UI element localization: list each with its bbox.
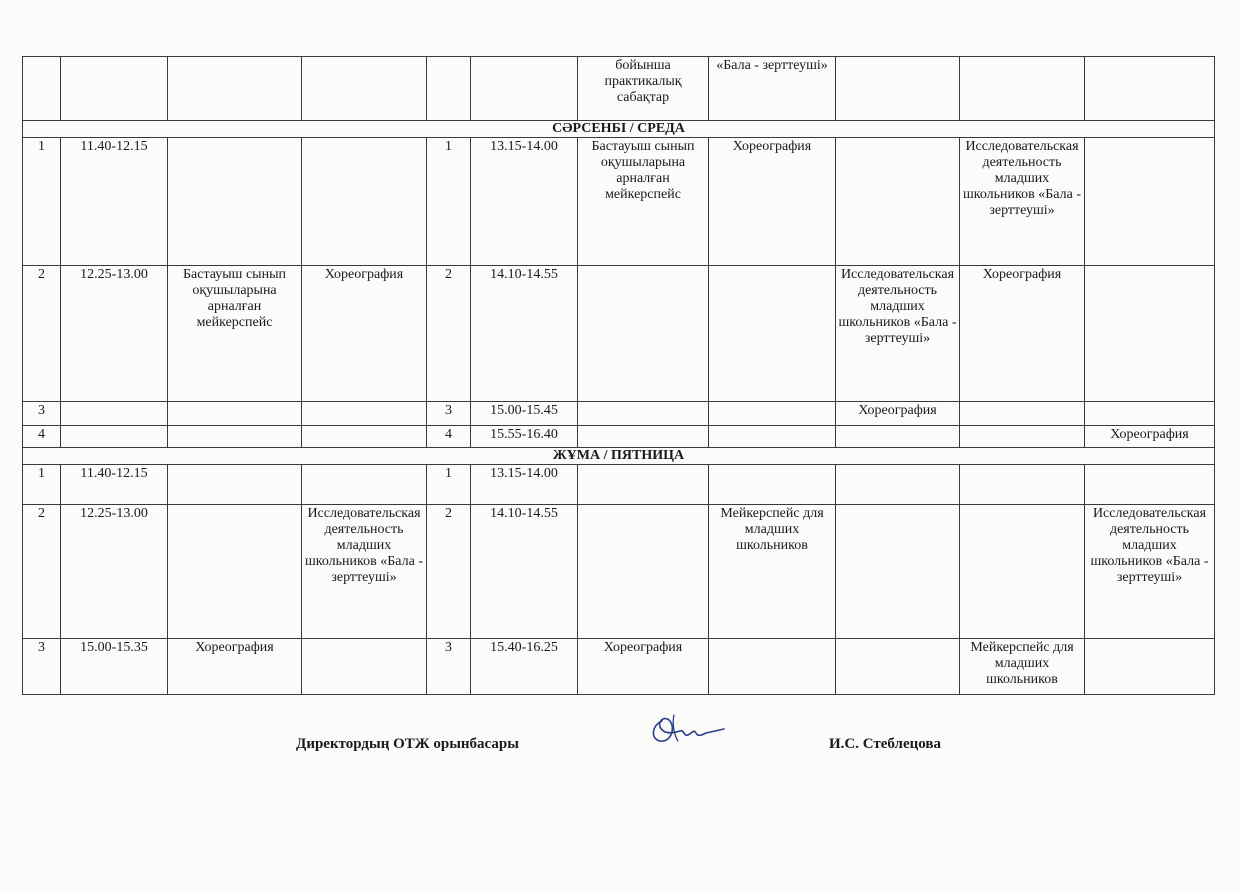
table-cell (960, 57, 1085, 121)
table-cell: 1 (23, 138, 61, 266)
signatory-name: И.С. Стеблецова (829, 736, 941, 752)
table-cell: Хореография (168, 639, 302, 695)
table-row (23, 639, 1215, 695)
table-row (23, 505, 1215, 639)
table-cell: 11.40-12.15 (61, 465, 168, 505)
table-cell: 13.15-14.00 (471, 138, 578, 266)
table-cell (578, 426, 709, 448)
section-header-row (23, 121, 1215, 138)
table-cell (168, 465, 302, 505)
table-cell (302, 138, 427, 266)
table-cell (960, 465, 1085, 505)
table-row (23, 138, 1215, 266)
table-cell (578, 266, 709, 402)
table-cell (578, 505, 709, 639)
table-cell: 15.00-15.45 (471, 402, 578, 426)
table-cell: 12.25-13.00 (61, 505, 168, 639)
table-cell: Хореография (302, 266, 427, 402)
table-cell (709, 426, 836, 448)
table-cell (709, 402, 836, 426)
table-cell: Хореография (578, 639, 709, 695)
table-row (23, 266, 1215, 402)
signatory-position: Директордың ОТЖ орынбасары (296, 736, 519, 752)
table-cell: Исследовательская деятельность младших школьников «Бала - зерттеуші» (960, 138, 1085, 266)
table-cell (709, 639, 836, 695)
section-header-row (23, 448, 1215, 465)
table-cell (836, 138, 960, 266)
table-cell (960, 426, 1085, 448)
table-cell (960, 505, 1085, 639)
table-cell: 13.15-14.00 (471, 465, 578, 505)
table-cell (302, 465, 427, 505)
table-cell: «Бала - зерттеуші» (709, 57, 836, 121)
table-cell: 15.55-16.40 (471, 426, 578, 448)
table-cell (168, 57, 302, 121)
table-cell (1085, 465, 1215, 505)
table-cell (1085, 402, 1215, 426)
table-row (23, 465, 1215, 505)
table-cell: 1 (23, 465, 61, 505)
table-cell (427, 57, 471, 121)
schedule-sheet (22, 56, 1214, 695)
table-cell (168, 426, 302, 448)
table-cell: 2 (23, 266, 61, 402)
table-cell: 2 (427, 266, 471, 402)
table-cell (709, 465, 836, 505)
table-cell: Хореография (1085, 426, 1215, 448)
table-cell: 4 (427, 426, 471, 448)
table-cell: 1 (427, 138, 471, 266)
table-cell: Исследовательская деятельность младших школьников «Бала - зерттеуші» (302, 505, 427, 639)
table-cell: 11.40-12.15 (61, 138, 168, 266)
table-cell: бойынша практикалық сабақтар (578, 57, 709, 121)
table-cell: 1 (427, 465, 471, 505)
table-cell: 12.25-13.00 (61, 266, 168, 402)
table-cell: 15.00-15.35 (61, 639, 168, 695)
table-cell (23, 57, 61, 121)
table-cell (960, 402, 1085, 426)
table-row (23, 426, 1215, 448)
section-title: СӘРСЕНБІ / СРЕДА (23, 121, 1215, 138)
table-cell: 3 (23, 639, 61, 695)
table-cell (578, 402, 709, 426)
table-cell: 3 (427, 402, 471, 426)
table-cell (471, 57, 578, 121)
table-cell (836, 57, 960, 121)
table-cell: Мейкерспейс для младших школьников (709, 505, 836, 639)
table-cell: Исследовательская деятельность младших школьников «Бала - зерттеуші» (836, 266, 960, 402)
schedule-table (22, 56, 1215, 695)
table-cell (302, 402, 427, 426)
table-cell (302, 426, 427, 448)
table-cell (836, 505, 960, 639)
table-cell (578, 465, 709, 505)
table-cell: Исследовательская деятельность младших школьников «Бала - зерттеуші» (1085, 505, 1215, 639)
table-cell (61, 57, 168, 121)
table-row (23, 57, 1215, 121)
table-cell (1085, 57, 1215, 121)
table-cell: 4 (23, 426, 61, 448)
table-cell: Хореография (709, 138, 836, 266)
table-cell (61, 426, 168, 448)
table-cell: Хореография (836, 402, 960, 426)
table-cell: Бастауыш сынып оқушыларына арналған мейкерспейс (578, 138, 709, 266)
table-cell: 3 (427, 639, 471, 695)
table-cell (1085, 138, 1215, 266)
table-cell (168, 505, 302, 639)
table-cell (61, 402, 168, 426)
table-cell (709, 266, 836, 402)
table-cell (168, 402, 302, 426)
table-cell: 14.10-14.55 (471, 505, 578, 639)
table-cell: Хореография (960, 266, 1085, 402)
table-row (23, 402, 1215, 426)
table-cell (302, 57, 427, 121)
table-cell: 15.40-16.25 (471, 639, 578, 695)
table-cell (836, 639, 960, 695)
section-title: ЖҰМА / ПЯТНИЦА (23, 448, 1215, 465)
table-cell: 2 (427, 505, 471, 639)
table-cell (1085, 266, 1215, 402)
table-cell: Бастауыш сынып оқушыларына арналған мейкерспейс (168, 266, 302, 402)
signature-scribble (644, 707, 734, 751)
table-cell: 2 (23, 505, 61, 639)
table-cell (302, 639, 427, 695)
table-cell (168, 138, 302, 266)
table-cell: 14.10-14.55 (471, 266, 578, 402)
table-cell (1085, 639, 1215, 695)
table-cell (836, 465, 960, 505)
table-cell (836, 426, 960, 448)
table-cell: 3 (23, 402, 61, 426)
table-cell: Мейкерспейс для младших школьников (960, 639, 1085, 695)
